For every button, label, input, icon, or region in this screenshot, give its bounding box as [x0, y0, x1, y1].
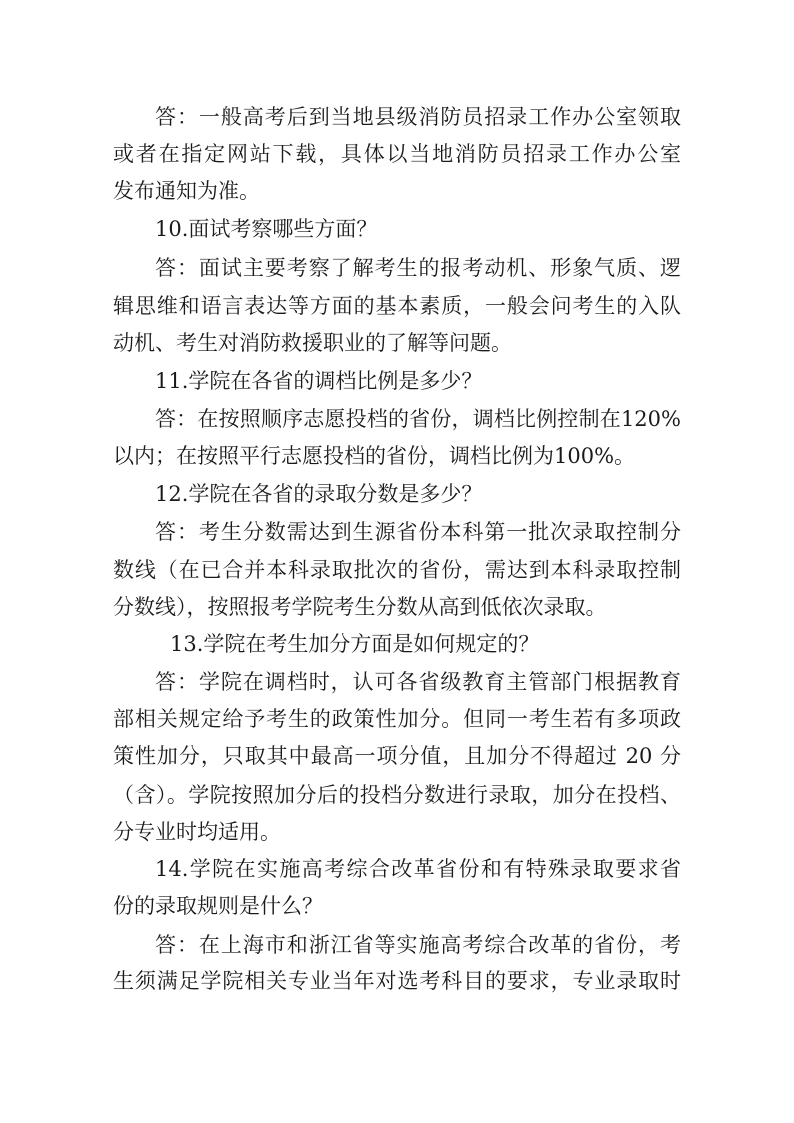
answer-11-line-1: 答：在按照顺序志愿投档的省份，调档比例控制在120% [155, 407, 681, 431]
answer-12-line-2: 数线（在已合并本科录取批次的省份，需达到本科录取控制 [113, 558, 681, 582]
answer-13-line-1: 答：学院在调档时，认可各省级教育主管部门根据教育 [155, 670, 681, 694]
question-14-line-2: 份的录取规则是什么？ [113, 894, 323, 918]
question-10: 10.面试考察哪些方面？ [155, 217, 378, 241]
answer-14-line-1: 答：在上海市和浙江省等实施高考综合改革的省份，考 [155, 933, 681, 957]
answer-10-line-2: 辑思维和语言表达等方面的基本素质，一般会问考生的入队 [113, 294, 681, 318]
question-14-line-1: 14.学院在实施高考综合改革省份和有特殊录取要求省 [155, 857, 681, 881]
question-12: 12.学院在各省的录取分数是多少？ [155, 482, 483, 506]
answer-13-line-2: 部相关规定给予考生的政策性加分。但同一考生若有多项政 [113, 707, 681, 731]
answer-12-line-3: 分数线），按照报考学院考生分数从高到低依次录取。 [113, 595, 607, 619]
question-13: 13.学院在考生加分方面是如何规定的？ [170, 632, 540, 656]
answer-13-line-5: 分专业时均适用。 [113, 820, 281, 844]
answer-9-line-1: 答：一般高考后到当地县级消防员招录工作办公室领取 [155, 105, 681, 129]
answer-13-line-3: 策性加分，只取其中最高一项分值，且加分不得超过 20 分 [113, 744, 681, 768]
answer-9-line-2: 或者在指定网站下载，具体以当地消防员招录工作办公室 [113, 142, 681, 166]
answer-14-line-2: 生须满足学院相关专业当年对选考科目的要求，专业录取时 [113, 969, 681, 993]
answer-10-line-1: 答：面试主要考察了解考生的报考动机、形象气质、逻 [155, 256, 681, 280]
answer-9-line-3: 发布通知为准。 [113, 179, 260, 203]
answer-12-line-1: 答：考生分数需达到生源省份本科第一批次录取控制分 [155, 520, 681, 544]
answer-10-line-3: 动机、考生对消防救援职业的了解等问题。 [113, 331, 512, 355]
answer-11-line-2: 以内；在按照平行志愿投档的省份，调档比例为100%。 [113, 444, 636, 468]
answer-13-line-4: （含）。学院按照加分后的投档分数进行录取，加分在投档、 [113, 783, 681, 807]
question-11: 11.学院在各省的调档比例是多少？ [155, 369, 483, 393]
